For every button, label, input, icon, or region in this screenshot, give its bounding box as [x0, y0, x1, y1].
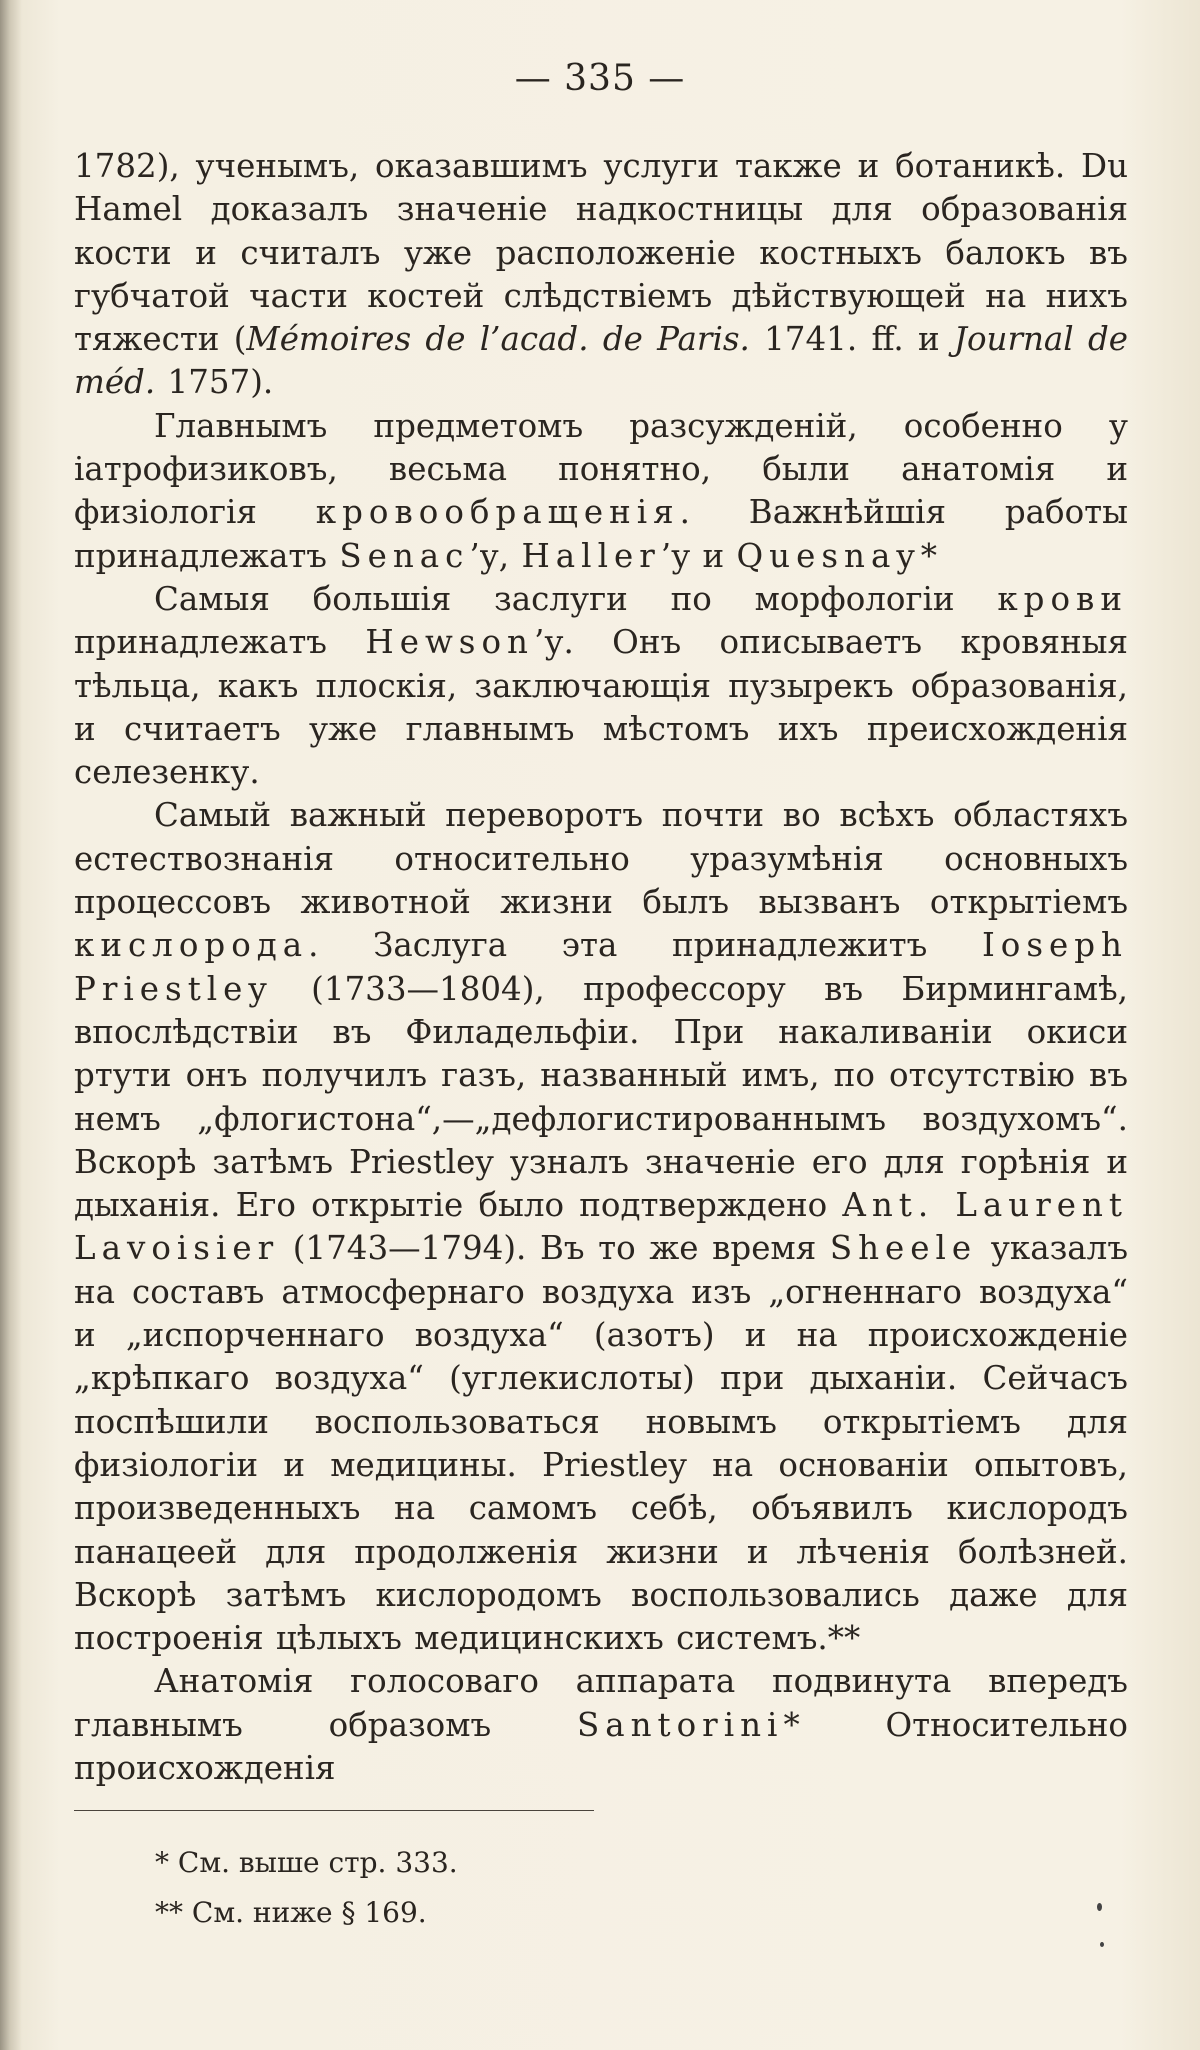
paragraph-2: Главнымъ предметомъ разсужденій, особенно у іатрофизиковъ, весьма понятно, были анатомія и физіологія кровообращенія. Важнѣйшія работы принадлежатъ Senac’у, Haller’у и Quesnay*	[74, 406, 1128, 575]
binding-shadow	[0, 0, 22, 2050]
footnote-separator	[74, 1810, 594, 1811]
footnotes	[155, 1838, 458, 1938]
body-text	[74, 145, 1128, 1790]
ink-speck	[1097, 1903, 1102, 1911]
footnote-1: * См. выше стр. 333.	[155, 1846, 458, 1879]
footnote-2: ** См. ниже § 169.	[155, 1896, 427, 1929]
paragraph-3: Самыя большія заслуги по морфологіи крови принадлежатъ Hewson’у. Онъ описываетъ кровяныя тѣльца, какъ плоскія, заключающія пузырекъ образованія, и считаетъ уже главнымъ мѣстомъ ихъ преисхожденія селезенку.	[74, 579, 1129, 792]
paragraph-1: 1782), ученымъ, оказавшимъ услуги также и ботаникѣ. Du Hamel доказалъ значеніе надкостницы для образованія кости и считалъ уже расположеніе костныхъ балокъ въ губчатой части костей слѣдствіемъ дѣйствующей на нихъ тяжести (Mémoires de l’acad. de Paris. 1741. ff. и Journal de méd. 1757).	[74, 147, 1128, 402]
ink-speck	[1100, 1942, 1104, 1947]
paragraph-4: Самый важный переворотъ почти во всѣхъ областяхъ естествознанія относительно уразумѣнія основныхъ процессовъ животной жизни былъ вызванъ открытіемъ кислорода. Заслуга эта принадлежитъ Ioseph Priestley (1733—1804), профессору въ Бирмингамѣ, впослѣдствіи въ Филадельфіи. При накаливаніи окиси ртути онъ получилъ газъ, названный имъ, по отсутствію въ немъ „флогистона“,—„дефлогистированнымъ воздухомъ“. Вскорѣ затѣмъ Priestley узналъ значеніе его для горѣнія и дыханія. Его открытіе было подтверждено Ant. Laurent Lavoisier (1743—1794). Въ то же время Sheele указалъ на составъ атмосфернаго воздуха изъ „огненнаго воздуха“ и „испорченнаго воздуха“ (азотъ) и на происхожденіе „крѣпкаго воздуха“ (углекислоты) при дыханіи. Сейчасъ поспѣшили воспользоваться новымъ открытіемъ для физіологіи и медицины. Priestley на основаніи опытовъ, произведенныхъ на самомъ себѣ, объявилъ кислородъ панацеей для продолженія жизни и лѣченія болѣзней. Вскорѣ затѣмъ кислородомъ воспользовались даже для построенія цѣлыхъ медицинскихъ системъ.**	[74, 796, 1129, 1658]
paragraph-5: Анатомія голосоваго аппарата подвинута впередъ главнымъ образомъ Santorini* Относительно происхожденія	[74, 1662, 1128, 1787]
page-number: — 335 —	[514, 58, 686, 99]
